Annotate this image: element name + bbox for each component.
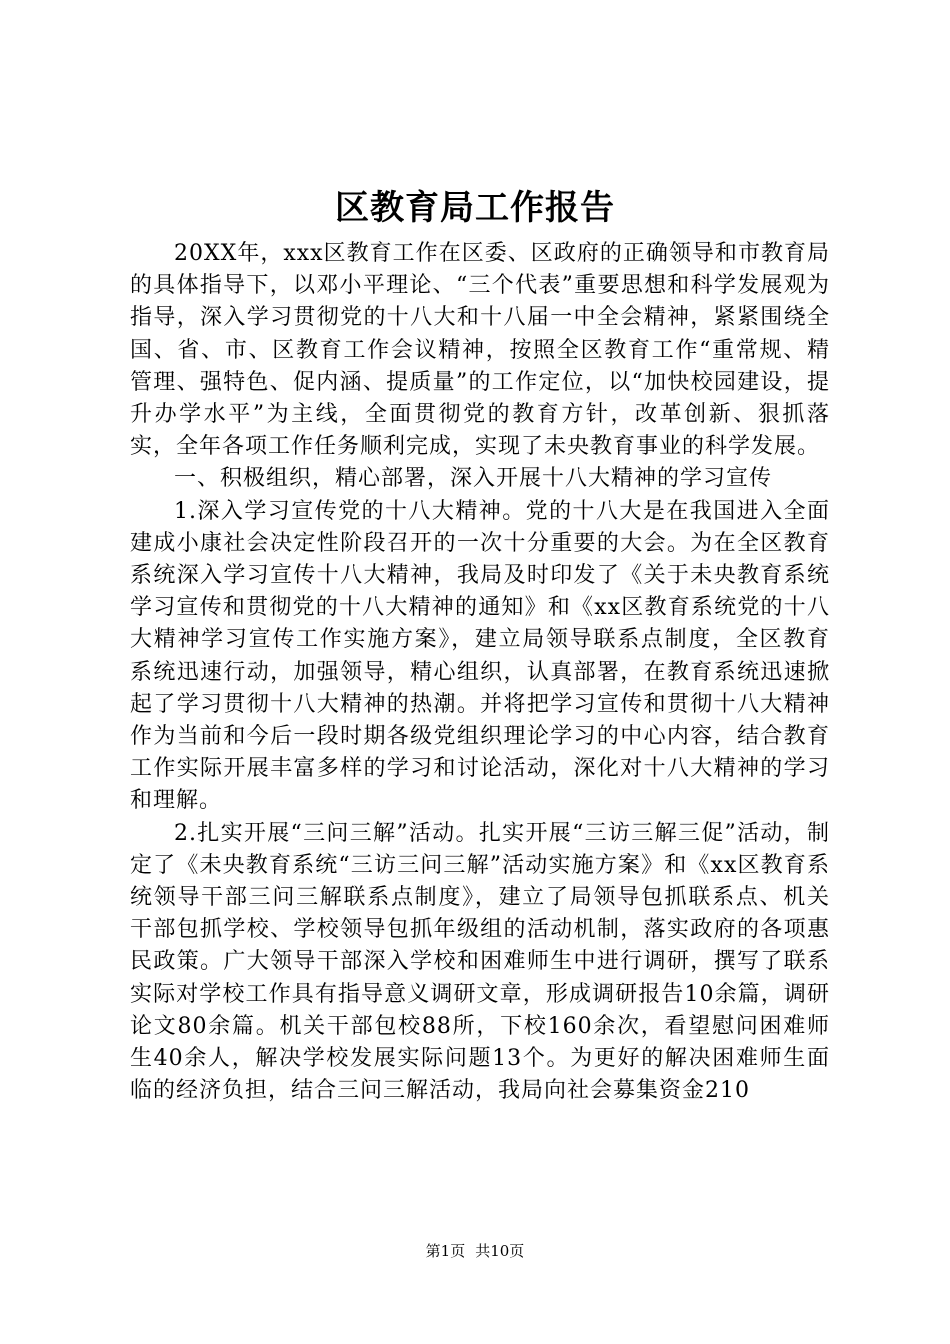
page-footer: [0, 1241, 950, 1261]
document-title: 区教育局工作报告: [335, 188, 615, 228]
document-body: [130, 238, 830, 1107]
paragraph-item-2: 2.扎实开展“三问三解”活动。扎实开展“三访三解三促”活动，制定了《未央教育系统“三访三问三解”活动实施方案》和《xx区教育系统领导干部三问三解联系点制度》，建立了局领导包抓联系点、机关干部包抓学校、学校领导包抓年级组的活动机制，落实政府的各项惠民政策。广大领导干部深入学校和困难师生中进行调研，撰写了联系实际对学校工作具有指导意义调研文章，形成调研报告10余篇，调研论文80余篇。机关干部包校88所，下校160余次，看望慰问困难师生40余人，解决学校发展实际问题13个。为更好的解决困难师生面临的经济负担，结合三问三解活动，我局向社会募集资金210: [130, 820, 830, 1104]
paragraph-item-1: 1.深入学习宣传党的十八大精神。党的十八大是在我国进入全面建成小康社会决定性阶段召开的一次十分重要的大会。为在全区教育系统深入学习宣传十八大精神，我局及时印发了《关于未央教育系统学习宣传和贯彻党的十八大精神的通知》和《xx区教育系统党的十八大精神学习宣传工作实施方案》，建立局领导联系点制度，全区教育系统迅速行动，加强领导，精心组织，认真部署，在教育系统迅速掀起了学习贯彻十八大精神的热潮。并将把学习宣传和贯彻十八大精神作为当前和今后一段时期各级党组织理论学习的中心内容，结合教育工作实际开展丰富多样的学习和讨论活动，深化对十八大精神的学习和理解。: [130, 498, 830, 814]
paragraph-intro: 20XX年，xxx区教育工作在区委、区政府的正确领导和市教育局的具体指导下，以邓小平理论、“三个代表”重要思想和科学发展观为指导，深入学习贯彻党的十八大和十八届一中全会精神，紧紧围绕全国、省、市、区教育工作会议精神，按照全区教育工作“重常规、精管理、强特色、促内涵、提质量”的工作定位，以“加快校园建设，提升办学水平”为主线，全面贯彻党的教育方针，改革创新、狠抓落实，全年各项工作任务顺利完成，实现了未央教育事业的科学发展。: [130, 241, 830, 460]
page-number: 第1页: [425, 1242, 466, 1260]
section-heading-1: 一、积极组织，精心部署，深入开展十八大精神的学习宣传: [174, 466, 773, 492]
page-total: 共10页: [475, 1242, 525, 1260]
